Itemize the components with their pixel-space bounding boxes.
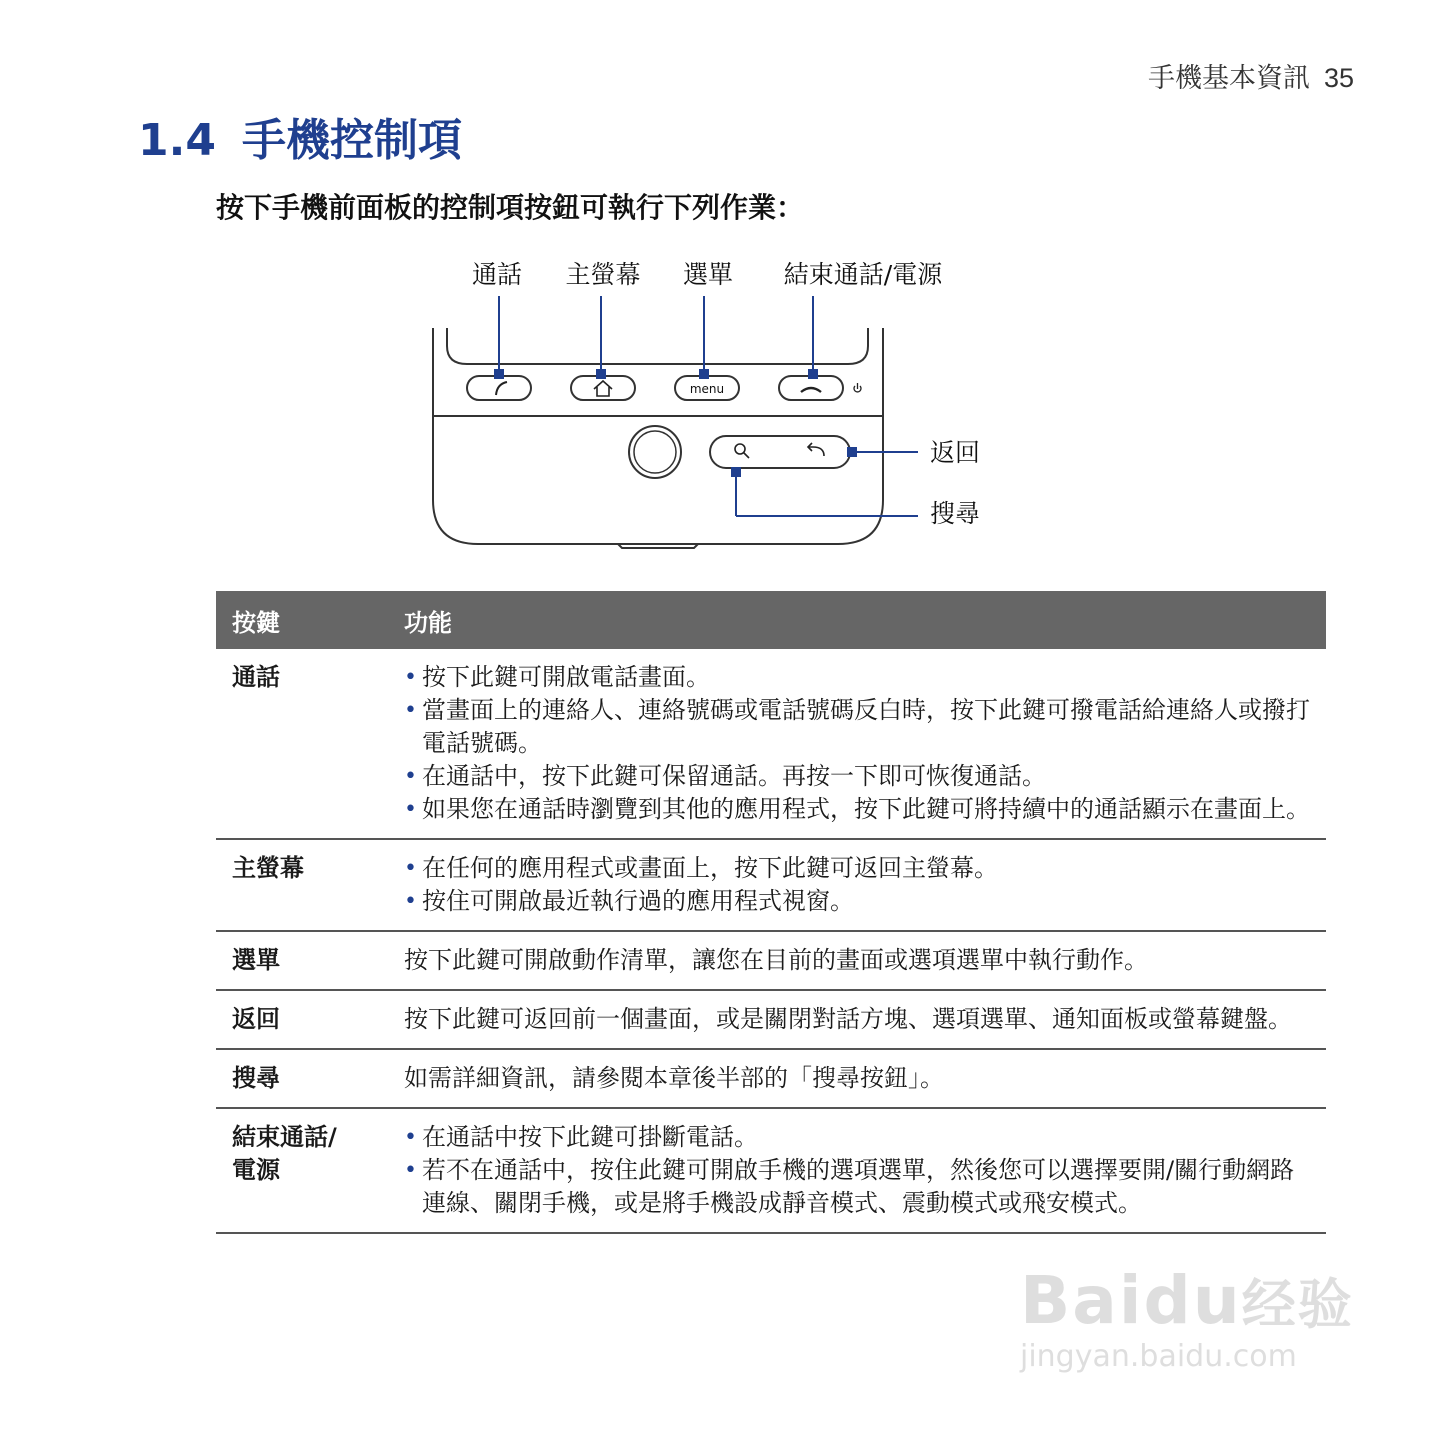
leader-lines [495, 296, 918, 516]
phone-controls-diagram [0, 0, 1440, 580]
call-button [467, 376, 531, 400]
label-call: 通話 [471, 260, 523, 289]
row-key: 搜尋 [216, 1049, 388, 1108]
list-item: • 當畫面上的連絡人、連絡號碼或電話號碼反白時，按下此鍵可撥電話給連絡人或撥打電話號碼。 [404, 694, 1310, 760]
label-search: 搜尋 [930, 499, 981, 528]
table-row [216, 931, 1326, 990]
row-key: 選單 [216, 931, 388, 990]
row-function [388, 839, 1326, 931]
running-title: 手機基本資訊 [1147, 63, 1310, 94]
table-row [216, 1049, 1326, 1108]
trackball [629, 426, 681, 478]
row-function [388, 1108, 1326, 1233]
list-item: • 在任何的應用程式或畫面上，按下此鍵可返回主螢幕。 [404, 852, 1310, 885]
label-back: 返回 [930, 438, 981, 467]
controls-table [216, 591, 1326, 1234]
home-button [571, 376, 635, 400]
label-menu: 選單 [682, 260, 734, 289]
row-key: 返回 [216, 990, 388, 1049]
label-home: 主螢幕 [565, 260, 641, 289]
row-function: 按下此鍵可返回前一個畫面，或是關閉對話方塊、選項選單、通知面板或螢幕鍵盤。 [388, 990, 1326, 1049]
watermark-logo [1020, 1262, 1360, 1339]
page-number: 35 [1323, 63, 1354, 93]
watermark-logo-cn: 经验 [1241, 1273, 1354, 1336]
menu-button-text: menu [689, 382, 725, 396]
row-key: 通話 [216, 649, 388, 839]
watermark-url: jingyan.baidu.com [1020, 1339, 1297, 1374]
row-key-line: 電源 [232, 1156, 280, 1184]
menu-button [675, 376, 739, 400]
list-item: • 若不在通話中，按住此鍵可開啟手機的選項選單，然後您可以選擇要開/關行動網路連線、關閉手機，或是將手機設成靜音模式、震動模式或飛安模式。 [404, 1154, 1310, 1220]
section-title-text: 手機控制項 [241, 115, 462, 166]
watermark [1020, 1262, 1360, 1392]
section-number: 1.4 [138, 115, 216, 166]
row-key: 主螢幕 [216, 839, 388, 931]
intro-text: 按下手機前面板的控制項按鈕可執行下列作業： [216, 191, 805, 224]
label-end-power: 結束通話/電源 [783, 260, 943, 289]
watermark-logo-latin: Baidu [1020, 1262, 1242, 1339]
end-call-button [779, 376, 843, 400]
row-key [216, 1108, 388, 1233]
search-back-rocker [710, 436, 850, 468]
list-item: • 按下此鍵可開啟電話畫面。 [404, 661, 1310, 694]
table-row [216, 1108, 1326, 1233]
list-item: • 在通話中按下此鍵可掛斷電話。 [404, 1121, 1310, 1154]
header-function: 功能 [388, 591, 1326, 649]
table-header-row [216, 591, 1326, 649]
row-function: 按下此鍵可開啟動作清單，讓您在目前的畫面或選項選單中執行動作。 [388, 931, 1326, 990]
table-row [216, 990, 1326, 1049]
list-item: • 按住可開啟最近執行過的應用程式視窗。 [404, 885, 1310, 918]
list-item: • 如果您在通話時瀏覽到其他的應用程式，按下此鍵可將持續中的通話顯示在畫面上。 [404, 793, 1310, 826]
power-icon [854, 383, 861, 392]
list-item: • 在通話中，按下此鍵可保留通話。再按一下即可恢復通話。 [404, 760, 1310, 793]
table-row [216, 839, 1326, 931]
row-function: 如需詳細資訊，請參閱本章後半部的「搜尋按鈕」。 [388, 1049, 1326, 1108]
row-key-line: 結束通話/ [232, 1123, 337, 1151]
table-row [216, 649, 1326, 839]
header-key: 按鍵 [216, 591, 388, 649]
row-function [388, 649, 1326, 839]
